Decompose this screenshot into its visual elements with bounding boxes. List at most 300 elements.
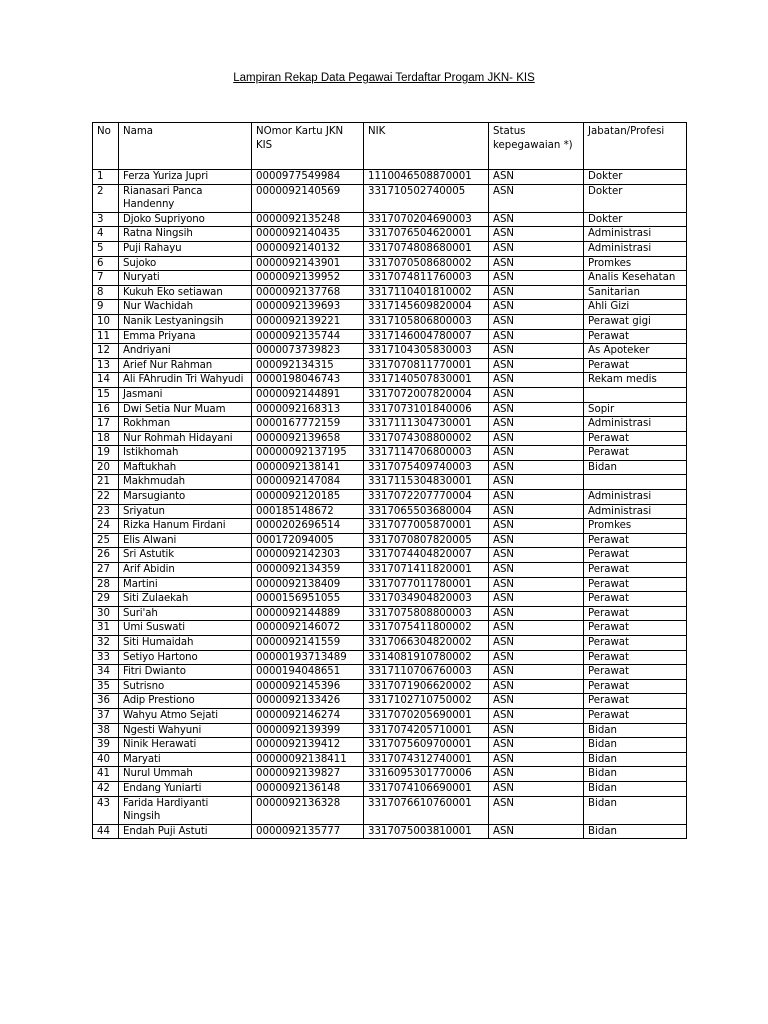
cell-jabatan: Administrasi	[584, 241, 687, 256]
cell-nik: 331710502740005	[364, 184, 489, 212]
cell-nik: 3317070204690003	[364, 212, 489, 227]
cell-nik: 3317070508680002	[364, 256, 489, 271]
cell-no: 22	[93, 490, 119, 505]
table-row	[93, 606, 687, 621]
cell-status: ASN	[489, 344, 584, 359]
table-row	[93, 358, 687, 373]
cell-no: 10	[93, 314, 119, 329]
cell-nama: Adip Prestiono	[119, 694, 252, 709]
cell-jabatan: Ahli Gizi	[584, 300, 687, 315]
table-row	[93, 592, 687, 607]
cell-nama: Ninik Herawati	[119, 738, 252, 753]
cell-nik: 3317034904820003	[364, 592, 489, 607]
cell-jabatan: Rekam medis	[584, 373, 687, 388]
cell-nik: 3317075808800003	[364, 606, 489, 621]
cell-nik: 3317075003810001	[364, 824, 489, 839]
cell-jabatan: Bidan	[584, 723, 687, 738]
cell-status: ASN	[489, 606, 584, 621]
cell-status: ASN	[489, 533, 584, 548]
cell-status: ASN	[489, 300, 584, 315]
cell-nama: Nur Rohmah Hidayani	[119, 431, 252, 446]
cell-no: 12	[93, 344, 119, 359]
table-row	[93, 300, 687, 315]
cell-no: 20	[93, 460, 119, 475]
cell-nama: Nanik Lestyaningsih	[119, 314, 252, 329]
cell-status: ASN	[489, 170, 584, 185]
cell-nama: Suri'ah	[119, 606, 252, 621]
cell-jabatan	[584, 387, 687, 402]
cell-status: ASN	[489, 577, 584, 592]
cell-jabatan: Dokter	[584, 212, 687, 227]
employee-table	[92, 122, 687, 839]
cell-nik: 3317073101840006	[364, 402, 489, 417]
cell-status: ASN	[489, 227, 584, 242]
cell-nomor-kartu: 0000092135744	[252, 329, 364, 344]
cell-nama: Sutrisno	[119, 679, 252, 694]
cell-nama: Ferza Yuriza Jupri	[119, 170, 252, 185]
cell-status: ASN	[489, 460, 584, 475]
cell-jabatan: Administrasi	[584, 417, 687, 432]
cell-nik: 3317066304820002	[364, 636, 489, 651]
cell-nomor-kartu: 0000092134359	[252, 563, 364, 578]
cell-nama: Nuryati	[119, 271, 252, 286]
table-row	[93, 170, 687, 185]
cell-jabatan: Perawat	[584, 650, 687, 665]
cell-nama: Dwi Setia Nur Muam	[119, 402, 252, 417]
cell-nik: 3317104305830003	[364, 344, 489, 359]
cell-nama: Rizka Hanum Firdani	[119, 519, 252, 534]
cell-no: 24	[93, 519, 119, 534]
cell-status: ASN	[489, 431, 584, 446]
cell-jabatan: Perawat	[584, 606, 687, 621]
table-row	[93, 271, 687, 286]
cell-nama: Puji Rahayu	[119, 241, 252, 256]
cell-jabatan: Administrasi	[584, 504, 687, 519]
cell-nik: 3317071906620002	[364, 679, 489, 694]
cell-nomor-kartu: 0000092146274	[252, 708, 364, 723]
table-row	[93, 184, 687, 212]
cell-nomor-kartu: 0000167772159	[252, 417, 364, 432]
cell-no: 32	[93, 636, 119, 651]
table-row	[93, 694, 687, 709]
cell-status: ASN	[489, 329, 584, 344]
cell-nomor-kartu: 0000092138141	[252, 460, 364, 475]
cell-nomor-kartu: 00000193713489	[252, 650, 364, 665]
cell-no: 36	[93, 694, 119, 709]
table-row	[93, 796, 687, 824]
cell-status: ASN	[489, 796, 584, 824]
header-jabatan: Jabatan/Profesi	[584, 123, 687, 170]
cell-status: ASN	[489, 387, 584, 402]
cell-no: 8	[93, 285, 119, 300]
cell-status: ASN	[489, 752, 584, 767]
cell-status: ASN	[489, 271, 584, 286]
cell-status: ASN	[489, 446, 584, 461]
cell-status: ASN	[489, 504, 584, 519]
cell-no: 33	[93, 650, 119, 665]
cell-nomor-kartu: 0000092144889	[252, 606, 364, 621]
cell-no: 9	[93, 300, 119, 315]
cell-jabatan: Bidan	[584, 781, 687, 796]
cell-status: ASN	[489, 679, 584, 694]
cell-status: ASN	[489, 184, 584, 212]
cell-no: 6	[93, 256, 119, 271]
cell-nik: 3317145609820004	[364, 300, 489, 315]
cell-nomor-kartu: 00000092138411	[252, 752, 364, 767]
cell-jabatan: Perawat	[584, 548, 687, 563]
cell-nomor-kartu: 0000092140132	[252, 241, 364, 256]
table-header-row	[93, 123, 687, 170]
cell-status: ASN	[489, 285, 584, 300]
cell-no: 43	[93, 796, 119, 824]
cell-nik: 3317074404820007	[364, 548, 489, 563]
cell-nama: Sujoko	[119, 256, 252, 271]
table-row	[93, 767, 687, 782]
cell-no: 39	[93, 738, 119, 753]
table-row	[93, 329, 687, 344]
cell-jabatan: Perawat	[584, 446, 687, 461]
table-body	[93, 170, 687, 839]
cell-nik: 3317072007820004	[364, 387, 489, 402]
cell-nik: 3317077011780001	[364, 577, 489, 592]
cell-no: 4	[93, 227, 119, 242]
cell-nomor-kartu: 0000092139399	[252, 723, 364, 738]
table-row	[93, 402, 687, 417]
cell-no: 19	[93, 446, 119, 461]
cell-no: 3	[93, 212, 119, 227]
cell-jabatan	[584, 475, 687, 490]
cell-nomor-kartu: 0000092140569	[252, 184, 364, 212]
table-row	[93, 723, 687, 738]
cell-nama: Ali FAhrudin Tri Wahyudi	[119, 373, 252, 388]
table-row	[93, 650, 687, 665]
cell-no: 26	[93, 548, 119, 563]
cell-nomor-kartu: 0000092138409	[252, 577, 364, 592]
table-row	[93, 241, 687, 256]
cell-nama: Makhmudah	[119, 475, 252, 490]
table-row	[93, 577, 687, 592]
cell-nik: 3317115304830001	[364, 475, 489, 490]
cell-nik: 3317075409740003	[364, 460, 489, 475]
cell-status: ASN	[489, 417, 584, 432]
cell-nik: 3317075411800002	[364, 621, 489, 636]
cell-nomor-kartu: 0000092143901	[252, 256, 364, 271]
cell-nomor-kartu: 0000092145396	[252, 679, 364, 694]
table-row	[93, 752, 687, 767]
cell-nomor-kartu: 0000092135248	[252, 212, 364, 227]
table-row	[93, 490, 687, 505]
cell-nomor-kartu: 000185148672	[252, 504, 364, 519]
table-row	[93, 417, 687, 432]
cell-nik: 3317110401810002	[364, 285, 489, 300]
cell-jabatan: Perawat gigi	[584, 314, 687, 329]
cell-nik: 3317076610760001	[364, 796, 489, 824]
cell-nomor-kartu: 0000092147084	[252, 475, 364, 490]
cell-status: ASN	[489, 241, 584, 256]
cell-nama: Elis Alwani	[119, 533, 252, 548]
cell-nomor-kartu: 0000073739823	[252, 344, 364, 359]
cell-no: 31	[93, 621, 119, 636]
table-row	[93, 636, 687, 651]
cell-status: ASN	[489, 708, 584, 723]
cell-jabatan: As Apoteker	[584, 344, 687, 359]
cell-jabatan: Bidan	[584, 767, 687, 782]
cell-jabatan: Bidan	[584, 460, 687, 475]
cell-no: 18	[93, 431, 119, 446]
cell-nik: 3317077005870001	[364, 519, 489, 534]
cell-nomor-kartu: 0000092144891	[252, 387, 364, 402]
table-row	[93, 446, 687, 461]
cell-nomor-kartu: 0000092139658	[252, 431, 364, 446]
cell-nik: 3317074308800002	[364, 431, 489, 446]
cell-jabatan: Perawat	[584, 708, 687, 723]
cell-status: ASN	[489, 621, 584, 636]
cell-jabatan: Bidan	[584, 738, 687, 753]
cell-nama: Farida Hardiyanti Ningsih	[119, 796, 252, 824]
cell-nik: 1110046508870001	[364, 170, 489, 185]
cell-status: ASN	[489, 650, 584, 665]
header-nomor-kartu: NOmor Kartu JKN KIS	[252, 123, 364, 170]
cell-no: 14	[93, 373, 119, 388]
cell-nama: Sriyatun	[119, 504, 252, 519]
cell-nomor-kartu: 000092134315	[252, 358, 364, 373]
cell-nama: Andriyani	[119, 344, 252, 359]
cell-nama: Kukuh Eko setiawan	[119, 285, 252, 300]
cell-nama: Nurul Ummah	[119, 767, 252, 782]
cell-status: ASN	[489, 563, 584, 578]
header-nik: NIK	[364, 123, 489, 170]
cell-no: 5	[93, 241, 119, 256]
cell-status: ASN	[489, 475, 584, 490]
cell-nik: 3317105806800003	[364, 314, 489, 329]
cell-no: 15	[93, 387, 119, 402]
table-row	[93, 738, 687, 753]
cell-jabatan: Perawat	[584, 679, 687, 694]
cell-nama: Marsugianto	[119, 490, 252, 505]
cell-nama: Siti Zulaekah	[119, 592, 252, 607]
cell-status: ASN	[489, 723, 584, 738]
table-row	[93, 460, 687, 475]
table-row	[93, 431, 687, 446]
cell-no: 1	[93, 170, 119, 185]
cell-status: ASN	[489, 636, 584, 651]
cell-nomor-kartu: 0000092133426	[252, 694, 364, 709]
cell-jabatan: Perawat	[584, 329, 687, 344]
table-row	[93, 781, 687, 796]
cell-jabatan: Perawat	[584, 621, 687, 636]
cell-jabatan: Bidan	[584, 824, 687, 839]
cell-nama: Maryati	[119, 752, 252, 767]
document-title: Lampiran Rekap Data Pegawai Terdaftar Progam JKN- KIS	[233, 72, 535, 84]
cell-jabatan: Sopir	[584, 402, 687, 417]
cell-no: 28	[93, 577, 119, 592]
cell-nama: Fitri Dwianto	[119, 665, 252, 680]
cell-jabatan: Perawat	[584, 665, 687, 680]
cell-nama: Nur Wachidah	[119, 300, 252, 315]
cell-nomor-kartu: 0000092136148	[252, 781, 364, 796]
cell-nomor-kartu: 0000092139693	[252, 300, 364, 315]
table-row	[93, 227, 687, 242]
cell-nomor-kartu: 0000092139412	[252, 738, 364, 753]
cell-nik: 3317074106690001	[364, 781, 489, 796]
table-row	[93, 519, 687, 534]
cell-no: 17	[93, 417, 119, 432]
cell-nik: 3317146004780007	[364, 329, 489, 344]
cell-jabatan: Perawat	[584, 636, 687, 651]
cell-nama: Ratna Ningsih	[119, 227, 252, 242]
cell-jabatan: Bidan	[584, 796, 687, 824]
table-row	[93, 387, 687, 402]
cell-nama: Rianasari Panca Handenny	[119, 184, 252, 212]
cell-nik: 3317065503680004	[364, 504, 489, 519]
table-row	[93, 665, 687, 680]
cell-nomor-kartu: 0000198046743	[252, 373, 364, 388]
table-row	[93, 533, 687, 548]
cell-status: ASN	[489, 548, 584, 563]
table-row	[93, 314, 687, 329]
cell-nik: 3317072207770004	[364, 490, 489, 505]
cell-nik: 3317074312740001	[364, 752, 489, 767]
cell-no: 13	[93, 358, 119, 373]
cell-nama: Arief Nur Rahman	[119, 358, 252, 373]
cell-nama: Djoko Supriyono	[119, 212, 252, 227]
cell-no: 40	[93, 752, 119, 767]
cell-no: 37	[93, 708, 119, 723]
cell-nama: Emma Priyana	[119, 329, 252, 344]
cell-no: 34	[93, 665, 119, 680]
table-row	[93, 256, 687, 271]
cell-no: 23	[93, 504, 119, 519]
cell-status: ASN	[489, 694, 584, 709]
cell-nomor-kartu: 000172094005	[252, 533, 364, 548]
cell-status: ASN	[489, 738, 584, 753]
table-row	[93, 824, 687, 839]
cell-jabatan: Administrasi	[584, 490, 687, 505]
cell-nik: 3317074808680001	[364, 241, 489, 256]
header-nama: Nama	[119, 123, 252, 170]
table-row	[93, 504, 687, 519]
cell-nik: 3317110706760003	[364, 665, 489, 680]
cell-nama: Endah Puji Astuti	[119, 824, 252, 839]
cell-nik: 3316095301770006	[364, 767, 489, 782]
cell-nomor-kartu: 0000092168313	[252, 402, 364, 417]
cell-nomor-kartu: 0000156951055	[252, 592, 364, 607]
cell-nik: 3317102710750002	[364, 694, 489, 709]
cell-nik: 3317114706800003	[364, 446, 489, 461]
cell-nik: 3317076504620001	[364, 227, 489, 242]
cell-jabatan: Perawat	[584, 431, 687, 446]
header-no: No	[93, 123, 119, 170]
cell-nik: 3317111304730001	[364, 417, 489, 432]
cell-jabatan: Promkes	[584, 519, 687, 534]
cell-nama: Umi Suswati	[119, 621, 252, 636]
cell-jabatan: Perawat	[584, 358, 687, 373]
cell-nik: 3317070807820005	[364, 533, 489, 548]
cell-nomor-kartu: 0000092139952	[252, 271, 364, 286]
cell-status: ASN	[489, 824, 584, 839]
cell-nama: Wahyu Atmo Sejati	[119, 708, 252, 723]
cell-no: 41	[93, 767, 119, 782]
cell-jabatan: Analis Kesehatan	[584, 271, 687, 286]
cell-no: 21	[93, 475, 119, 490]
cell-no: 44	[93, 824, 119, 839]
table-row	[93, 475, 687, 490]
cell-no: 2	[93, 184, 119, 212]
cell-status: ASN	[489, 373, 584, 388]
cell-jabatan: Promkes	[584, 256, 687, 271]
cell-nomor-kartu: 0000092120185	[252, 490, 364, 505]
cell-jabatan: Dokter	[584, 170, 687, 185]
cell-nama: Endang Yuniarti	[119, 781, 252, 796]
cell-no: 29	[93, 592, 119, 607]
cell-nik: 3317070811770001	[364, 358, 489, 373]
cell-nik: 3317140507830001	[364, 373, 489, 388]
cell-status: ASN	[489, 781, 584, 796]
cell-jabatan: Perawat	[584, 577, 687, 592]
cell-no: 7	[93, 271, 119, 286]
cell-nama: Maftukhah	[119, 460, 252, 475]
cell-status: ASN	[489, 665, 584, 680]
cell-status: ASN	[489, 490, 584, 505]
cell-nik: 3317070205690001	[364, 708, 489, 723]
cell-nomor-kartu: 0000202696514	[252, 519, 364, 534]
cell-status: ASN	[489, 519, 584, 534]
cell-no: 27	[93, 563, 119, 578]
cell-nama: Arif Abidin	[119, 563, 252, 578]
cell-nomor-kartu: 0000194048651	[252, 665, 364, 680]
table-row	[93, 373, 687, 388]
cell-jabatan: Perawat	[584, 694, 687, 709]
table-row	[93, 285, 687, 300]
cell-nomor-kartu: 0000092141559	[252, 636, 364, 651]
cell-status: ASN	[489, 402, 584, 417]
cell-nomor-kartu: 0000092146072	[252, 621, 364, 636]
cell-no: 16	[93, 402, 119, 417]
cell-jabatan: Administrasi	[584, 227, 687, 242]
cell-jabatan: Perawat	[584, 533, 687, 548]
cell-nomor-kartu: 0000092139827	[252, 767, 364, 782]
cell-nama: Martini	[119, 577, 252, 592]
cell-status: ASN	[489, 256, 584, 271]
cell-jabatan: Perawat	[584, 592, 687, 607]
cell-jabatan: Sanitarian	[584, 285, 687, 300]
cell-jabatan: Bidan	[584, 752, 687, 767]
cell-nama: Ngesti Wahyuni	[119, 723, 252, 738]
cell-nomor-kartu: 0000092139221	[252, 314, 364, 329]
cell-status: ASN	[489, 212, 584, 227]
cell-nama: Istikhomah	[119, 446, 252, 461]
cell-status: ASN	[489, 767, 584, 782]
cell-no: 42	[93, 781, 119, 796]
cell-nik: 3314081910780002	[364, 650, 489, 665]
cell-nama: Rokhman	[119, 417, 252, 432]
cell-no: 11	[93, 329, 119, 344]
cell-nik: 3317074811760003	[364, 271, 489, 286]
cell-no: 25	[93, 533, 119, 548]
cell-nomor-kartu: 0000092136328	[252, 796, 364, 824]
table-row	[93, 344, 687, 359]
cell-nama: Sri Astutik	[119, 548, 252, 563]
table-row	[93, 548, 687, 563]
cell-no: 38	[93, 723, 119, 738]
cell-nomor-kartu: 0000092140435	[252, 227, 364, 242]
cell-nik: 3317075609700001	[364, 738, 489, 753]
table-row	[93, 621, 687, 636]
cell-nama: Jasmani	[119, 387, 252, 402]
cell-jabatan: Dokter	[584, 184, 687, 212]
table-row	[93, 679, 687, 694]
cell-jabatan: Perawat	[584, 563, 687, 578]
